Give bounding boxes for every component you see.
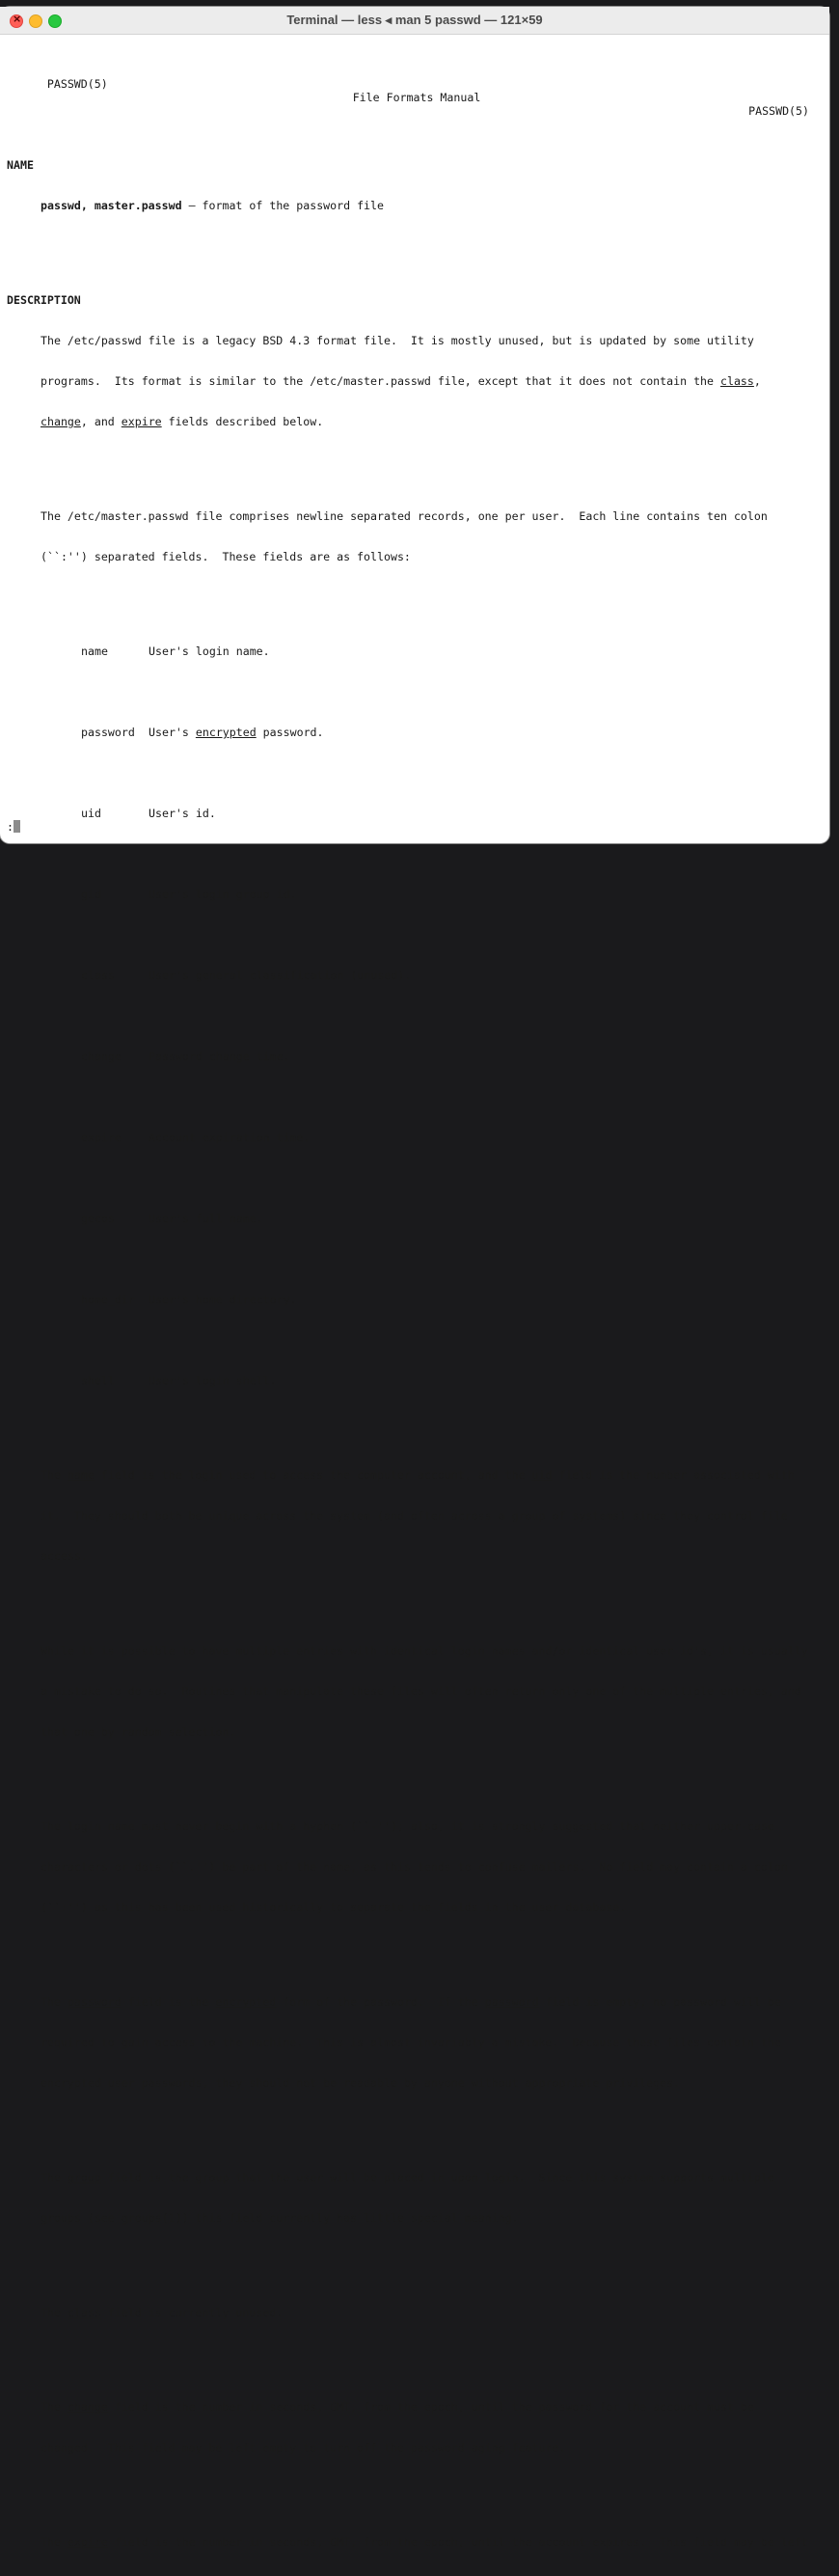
desc-p6-l3: encrypted user passwords, they should not be readable by anyone without appropriate privileges. [41,2076,681,2090]
window-title: Terminal — less ◂ man 5 passwd — 121×59 [286,13,543,27]
desc-p3-l2: it. They should both be unique across the system (and often across a group of systems) since they control file [41,1509,788,1522]
desc-p6-l1: The password field is the encrypted form of the password. If the password field is empty, no password will be [41,1995,781,2009]
desc-p4-l3: that one by random selection. [41,1725,236,1739]
field-row: password User's encrypted password. [81,726,324,739]
field-row: gid User's login group id. [81,888,297,901]
desc-p1-l3: change, and expire fields described below. [41,415,324,428]
prompt-label: : [7,820,14,834]
field-row: uid User's id. [81,807,216,820]
field-row: gecos User's full name. [81,1212,263,1225]
desc-p10-l1: The expire field is the number in seconds, GMT, from the epoch, until the account expires. This field may be left [41,2535,808,2549]
desc-p5-l3: (``:'') as this has been used historically to separate the fields in the user database. [41,1901,627,1914]
field-row: expire Account expiration time. [81,1131,311,1144]
desc-p4-l1: While it is possible to have multiple entries with identical login names and/or identical user id's, it is usually [41,1644,808,1658]
header-right: PASSWD(5) [748,104,809,118]
desc-p9-l1: The change field is the number in seconds, GMT, from the epoch, until the password for the account must be [41,2400,754,2414]
section-heading-description: DESCRIPTION [7,293,81,307]
field-row: class User's general classification (unused). [81,969,412,982]
name-line: passwd, master.passwd – format of the password file [41,199,384,212]
desc-p7-l1: The group field is the group that the user will be placed in upon login. Since this system supports multiple [41,2171,774,2184]
desc-p8-l1: The class field is currently unused. [41,2306,284,2319]
desc-p4-l2: a mistake to do so. Routines that manipulate these files will often return only one of the multiple entries, and [41,1685,801,1698]
field-row: name User's login name. [81,644,270,658]
desc-p2-l2: (``:'') separated fields. These fields are as follows: [41,550,411,563]
desc-p1-l1: The /etc/passwd file is a legacy BSD 4.3 format file. It is mostly unused, but is updated by some utility [41,334,754,347]
desc-p1-l2: programs. Its format is similar to the /etc/master.passwd file, except that it does not contain the class, [41,374,761,388]
desc-p9-l2: changed. This field may be left empty to turn off the password aging feature. [41,2441,566,2454]
section-heading-name: NAME [7,158,34,172]
title-bar[interactable] [0,7,829,35]
header-left: PASSWD(5) [46,77,108,91]
field-row: home_dir User's home directory. [81,1293,297,1306]
desc-p3-l3: access. [41,1549,88,1563]
desc-p5-l1: The login name must never begin with a hyphen (``-''); also, it is strongly suggested that neither upper-case [41,1820,774,1833]
man-page-content[interactable] [7,37,826,2576]
text-cursor [14,820,20,833]
desc-p2-l1: The /etc/master.passwd file comprises newline separated records, one per user. Each line contains ten colon [41,509,768,523]
desc-p5-l2: characters or dots (``.'') be part of the name, as this tends to confuse mailers. No field may contain a colon [41,1860,788,1874]
header-center: File Formats Manual [352,91,481,104]
man-header [7,64,826,118]
desc-p7-l2: groups (see groups(1)) this field currently has little special meaning. [41,2211,519,2225]
desc-p3-l1: The name field is the login used to access the computer account, and the uid field is the number associated with [41,1468,795,1482]
field-row: shell User's login shell. [81,1374,277,1387]
terminal-window [0,7,829,2549]
pager-prompt[interactable] [7,820,20,834]
desc-p6-l2: required to gain access to the machine. This is almost invariably a mistake. Because these files contain the [41,2036,781,2049]
field-row: change Password change time. [81,1050,290,1063]
